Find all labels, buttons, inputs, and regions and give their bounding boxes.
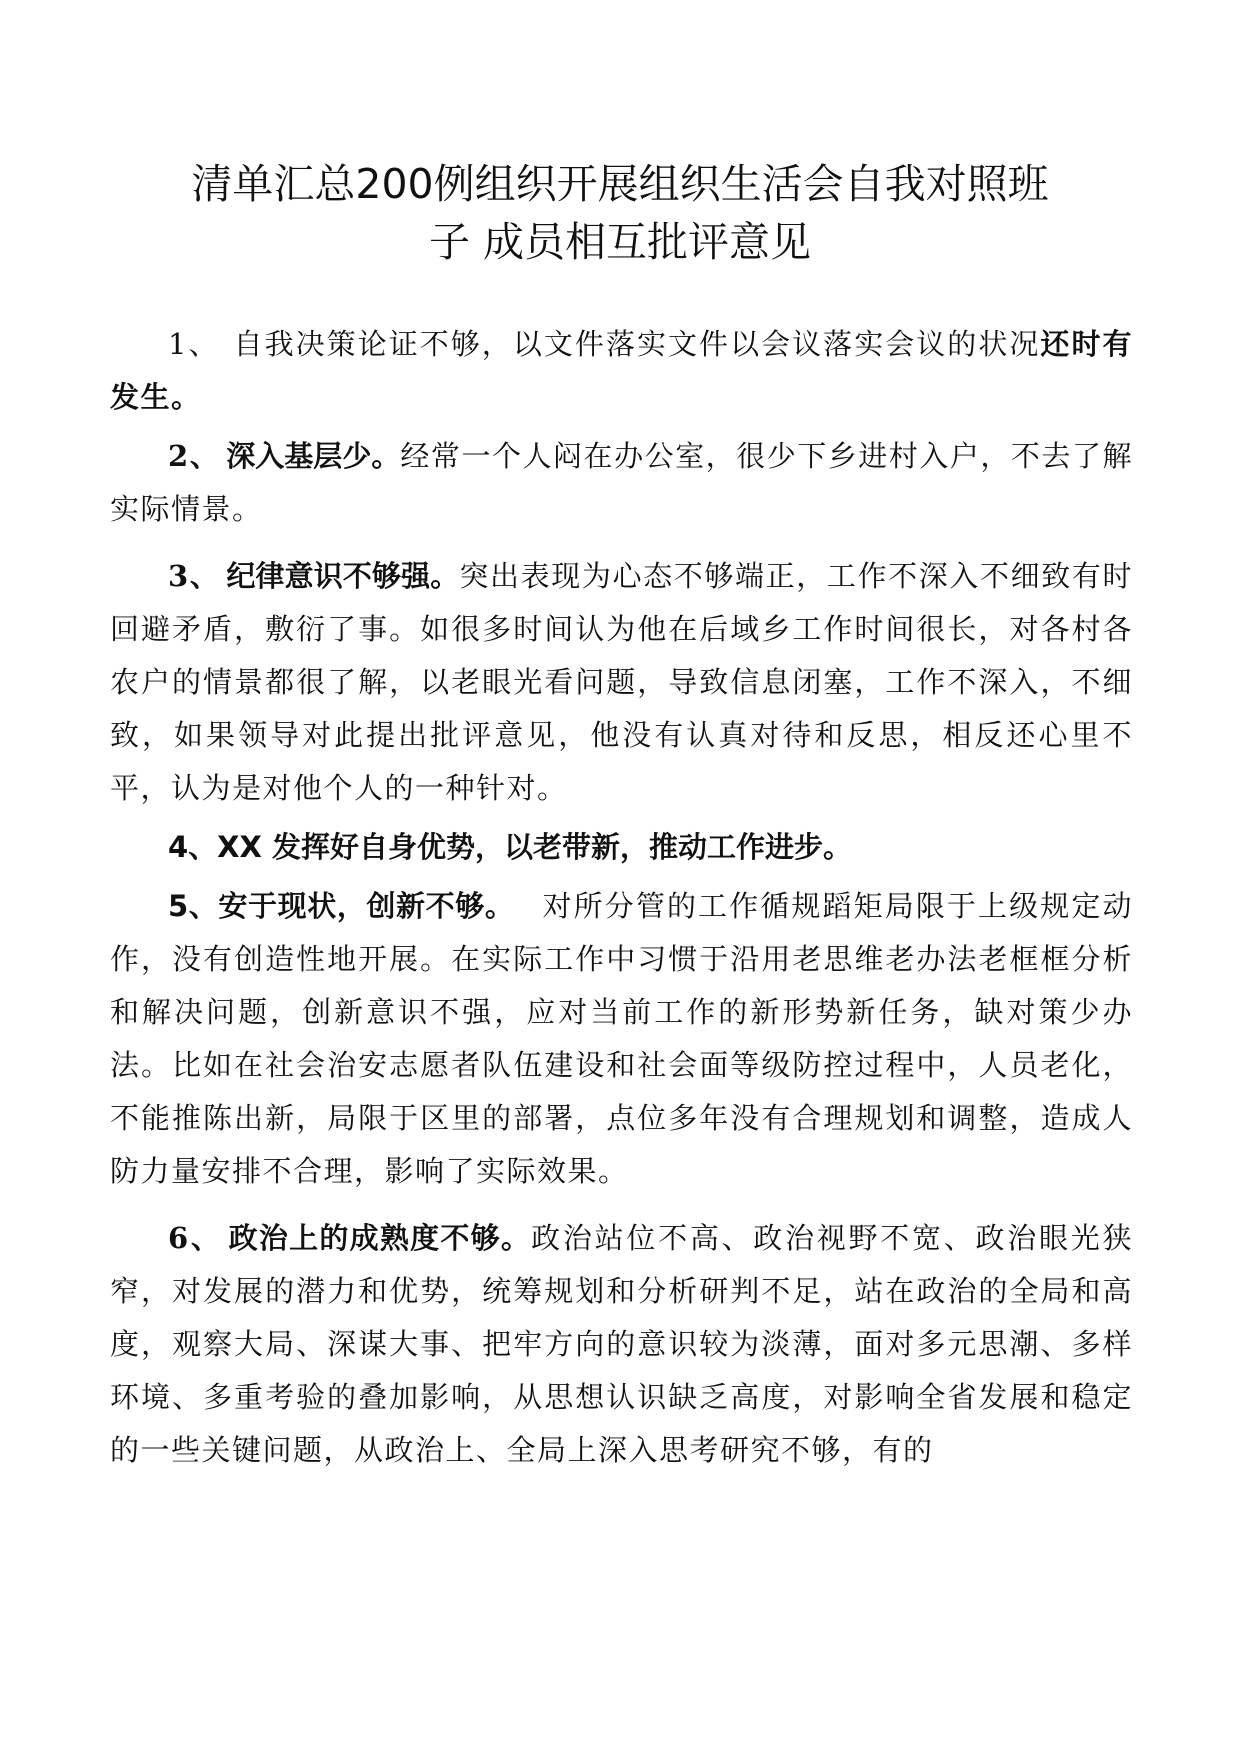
title-line-2: 子 成员相互批评意见	[428, 218, 812, 266]
document-body	[110, 318, 1133, 1483]
item-text: 突出表现为心态不够端正，工作不深入不细致有时回避矛盾，敷衍了事。如很多时间认为他在后域乡工作时间很长，对各村各农户的情景都很了解，以老眼光看问题，导致信息闭塞，工作不深入，不细致，如果领导对此提出批评意见，他没有认真对待和反思，相反还心里不平，认为是对他个人的一种针对。	[110, 559, 1133, 805]
title-line-1: 清单汇总200例组织开展组织生活会自我对照班	[191, 160, 1049, 208]
item-text: 对所分管的工作循规蹈矩局限于上级规定动作，没有创造性地开展。在实际工作中习惯于沿用老思维老办法老框框分析和解决问题，创新意识不强，应对当前工作的新形势新任务，缺对策少办法。比如在社会治安志愿者队伍建设和社会面等级防控过程中，人员老化，不能推陈出新，局限于区里的部署，点位多年没有合理规划和调整，造成人防力量安排不合理，影响了实际效果。	[110, 889, 1133, 1188]
item-6	[110, 1212, 1133, 1477]
item-text: 经常一个人闷在办公室，很少下乡进村入户，不去了解实际情景。	[110, 439, 1133, 526]
item-text-tail: 还时有发生。	[110, 327, 1133, 414]
item-3	[110, 550, 1133, 815]
item-text: 政治站位不高、政治视野不宽、政治眼光狭窄，对发展的潜力和优势，统筹规划和分析研判不足，站在政治的全局和高度，观察大局、深谋大事、把牢方向的意识较为淡薄，面对多元思潮、多样环境、多重考验的叠加影响，从思想认识缺乏高度，对影响全省发展和稳定的一些关键问题，从政治上、全局上深入思考研究不够，有的	[110, 1221, 1133, 1467]
item-heading: 4、XX 发挥好自身优势，以老带新，推动工作进步。	[168, 830, 852, 864]
item-number: 2、	[168, 439, 221, 473]
item-heading: 深入基层少。	[226, 439, 401, 473]
item-5	[110, 880, 1133, 1198]
item-heading: 纪律意识不够强。	[226, 559, 460, 593]
item-number: 1、	[168, 327, 220, 361]
item-text: 自我决策论证不够，以文件落实文件以会议落实会议的状况	[233, 327, 1041, 361]
document-title	[100, 155, 1140, 271]
item-1	[110, 318, 1133, 424]
item-2	[110, 430, 1133, 536]
item-heading: 政治上的成熟度不够。	[228, 1221, 532, 1255]
item-heading: 5、安于现状，创新不够。	[168, 889, 515, 923]
item-number: 3、	[168, 559, 221, 593]
item-number: 6、	[168, 1221, 223, 1255]
item-4	[110, 821, 1133, 874]
